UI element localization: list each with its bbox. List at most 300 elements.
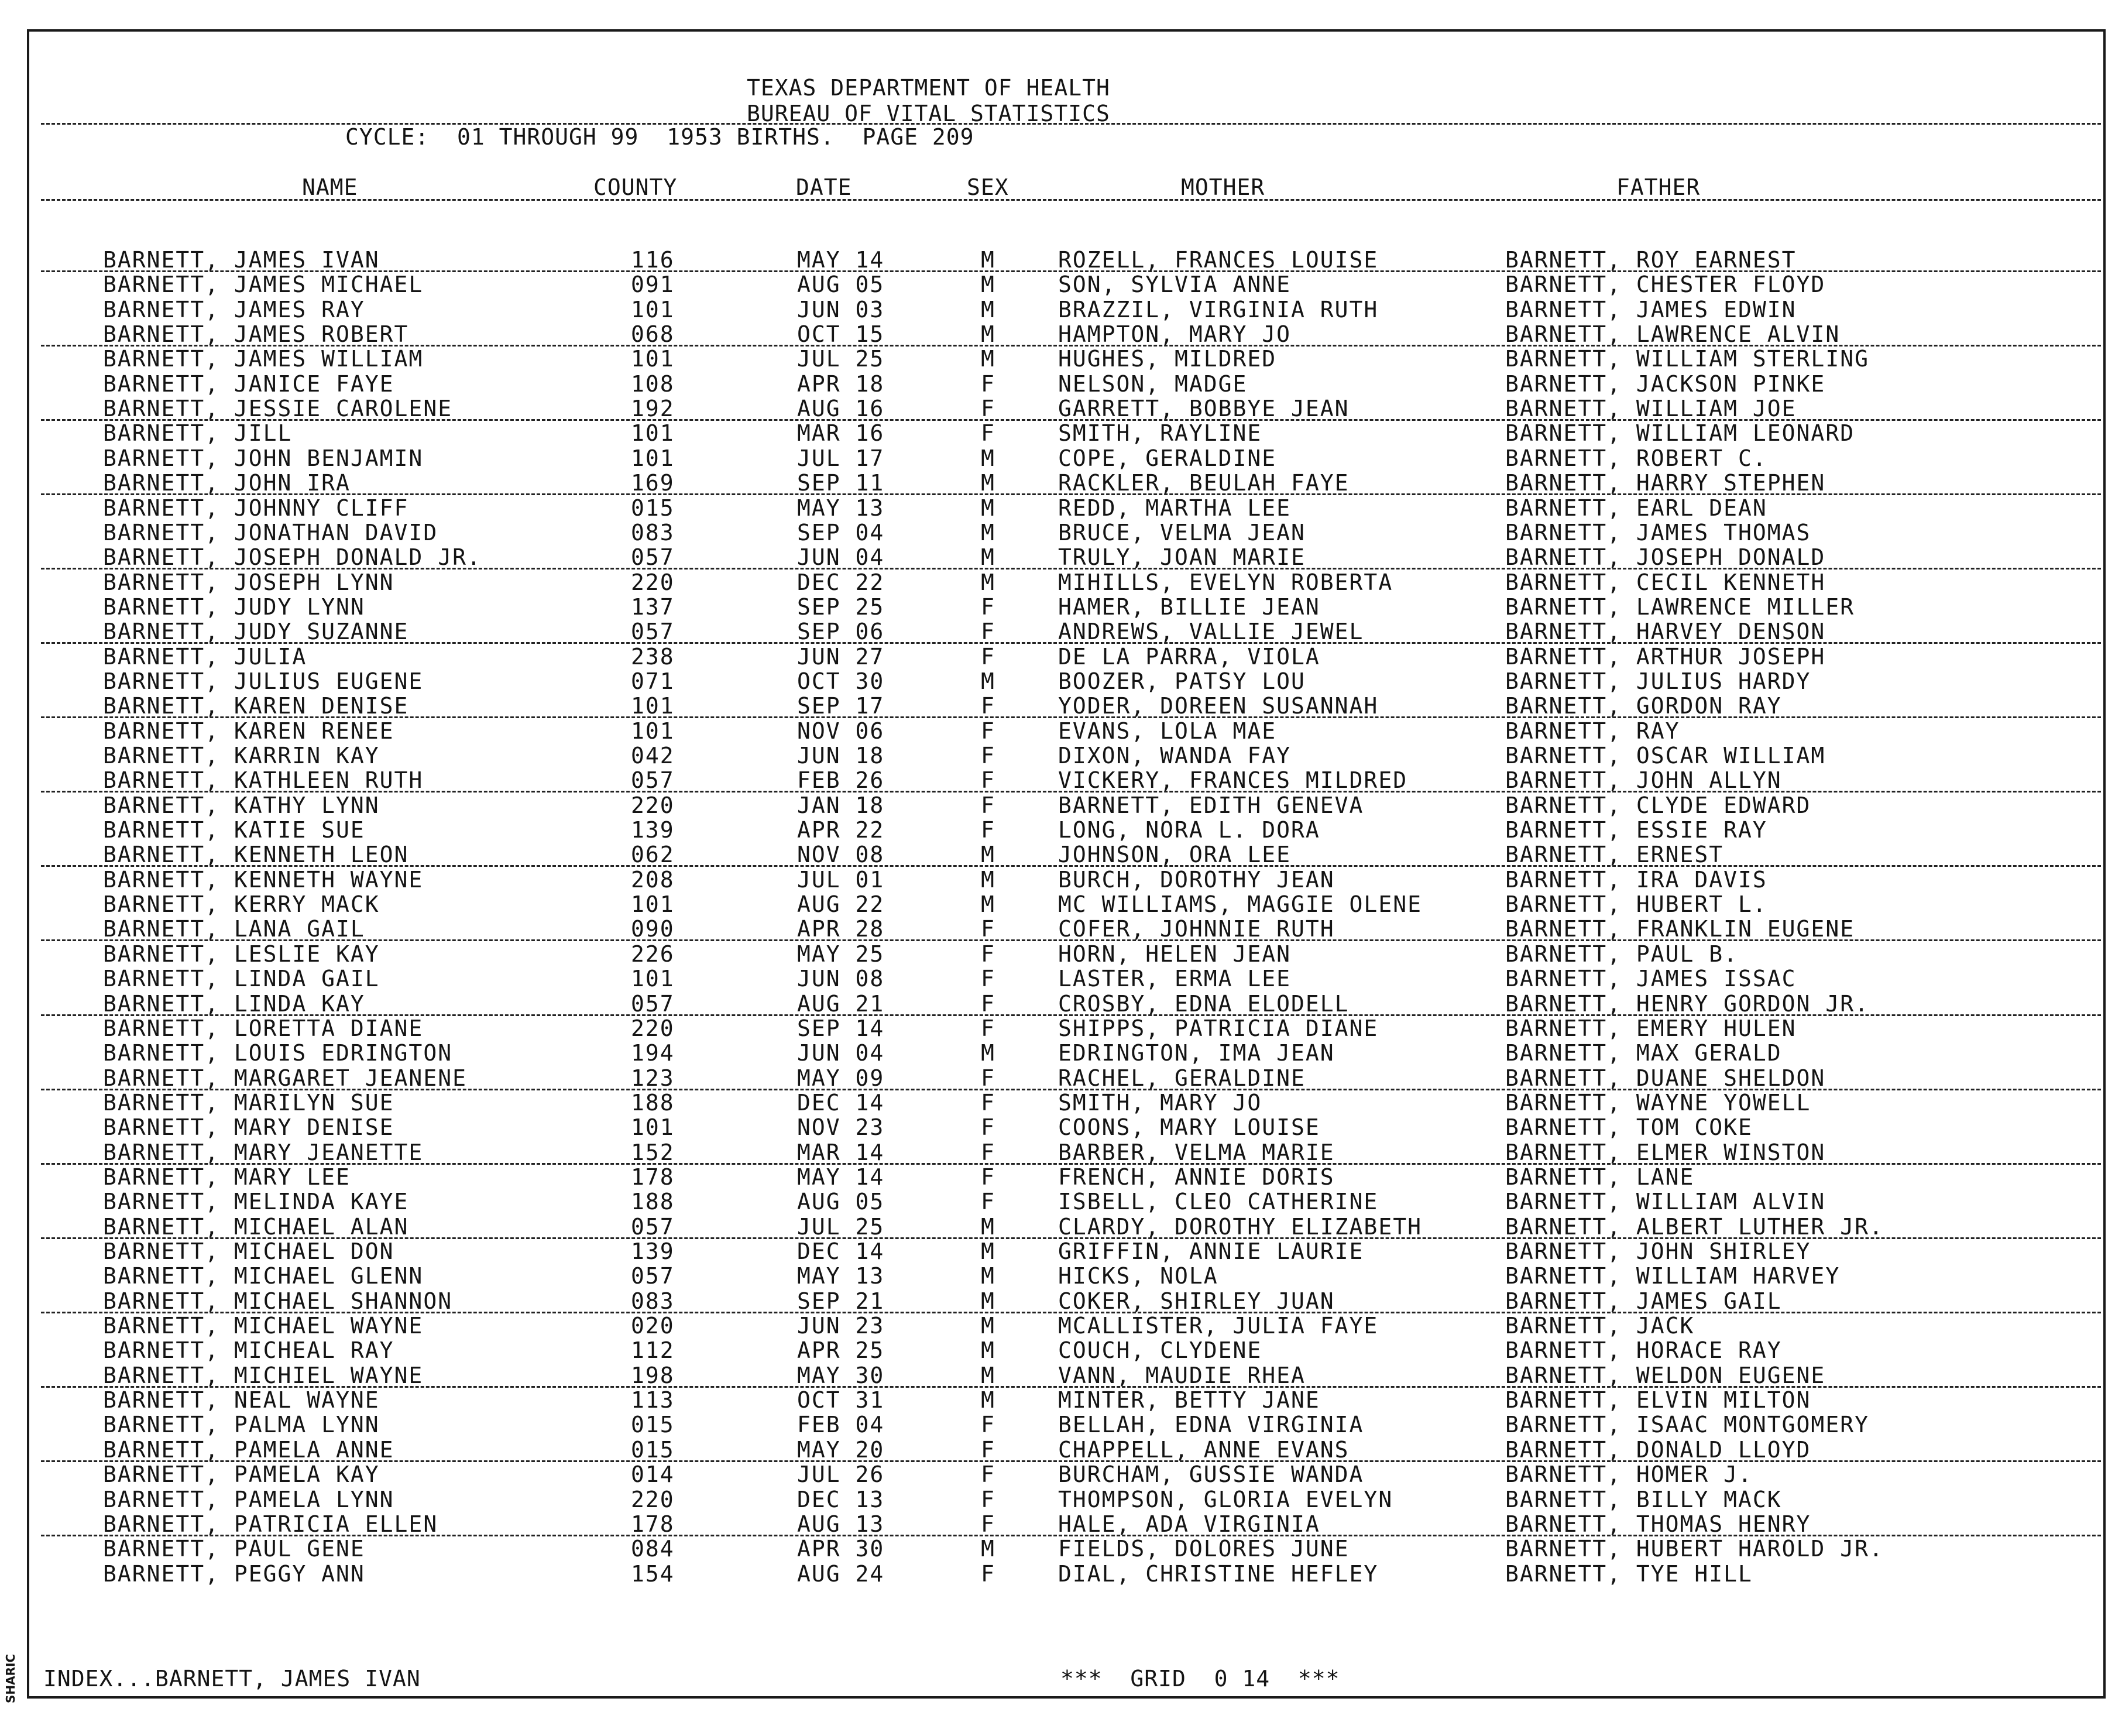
record-sex: F [981,1437,995,1463]
record-county: 090 [631,916,675,942]
record-father: BARNETT, WILLIAM LEONARD [1505,420,1855,446]
record-sex: F [981,817,995,843]
col-header-father: FATHER [1616,174,1701,200]
record-father: BARNETT, JOHN SHIRLEY [1505,1238,1811,1264]
record-father: BARNETT, ELMER WINSTON [1505,1140,1826,1165]
record-county: 123 [631,1065,675,1091]
record-sex: F [981,1511,995,1537]
record-father: BARNETT, PAUL B. [1505,941,1739,967]
record-date: MAY 09 [797,1065,885,1091]
record-date: JUL 25 [797,1214,885,1240]
record-sex: F [981,966,995,991]
record-county: 188 [631,1189,675,1214]
record-mother: YODER, DOREEN SUSANNAH [1058,693,1379,719]
record-county: 084 [631,1536,675,1562]
record-name: BARNETT, PATRICIA ELLEN [103,1511,438,1537]
grid-footer: *** GRID 0 14 *** [1060,1666,1340,1692]
record-father: BARNETT, HARRY STEPHEN [1505,470,1826,496]
record-date: OCT 15 [797,321,885,347]
record-county: 220 [631,569,675,595]
record-father: BARNETT, CECIL KENNETH [1505,569,1826,595]
record-father: BARNETT, WILLIAM STERLING [1505,346,1869,372]
col-header-name: NAME [302,174,358,200]
record-date: APR 22 [797,817,885,843]
record-date: JUN 23 [797,1313,885,1339]
record-name: BARNETT, JOHN BENJAMIN [103,445,424,471]
record-father: BARNETT, JULIUS HARDY [1505,668,1811,694]
record-sex: M [981,867,995,893]
record-sex: F [981,1164,995,1190]
record-name: BARNETT, LINDA KAY [103,991,365,1017]
record-county: 220 [631,1015,675,1041]
record-sex: M [981,321,995,347]
record-sex: F [981,743,995,768]
record-father: BARNETT, CLYDE EDWARD [1505,792,1811,818]
record-father: BARNETT, EARL DEAN [1505,495,1767,521]
record-mother: TRULY, JOAN MARIE [1058,544,1306,570]
record-father: BARNETT, CHESTER FLOYD [1505,272,1826,297]
record-mother: LONG, NORA L. DORA [1058,817,1320,843]
record-county: 198 [631,1363,675,1388]
record-father: BARNETT, ALBERT LUTHER JR. [1505,1214,1884,1240]
record-sex: F [981,718,995,744]
record-mother: BRAZZIL, VIRGINIA RUTH [1058,297,1379,323]
record-date: MAR 14 [797,1140,885,1165]
record-county: 071 [631,668,675,694]
record-mother: FIELDS, DOLORES JUNE [1058,1536,1350,1562]
record-father: BARNETT, JAMES GAIL [1505,1288,1782,1314]
record-county: 101 [631,297,675,323]
record-date: JAN 18 [797,792,885,818]
record-sex: M [981,1536,995,1562]
record-sex: F [981,371,995,397]
record-name: BARNETT, JAMES ROBERT [103,321,409,347]
record-county: 083 [631,1288,675,1314]
record-county: 057 [631,1214,675,1240]
record-sex: M [981,668,995,694]
record-date: AUG 24 [797,1561,885,1587]
record-county: 108 [631,371,675,397]
record-sex: M [981,544,995,570]
record-father: BARNETT, HOMER J. [1505,1461,1753,1487]
record-date: JUN 27 [797,644,885,670]
record-father: BARNETT, DONALD LLOYD [1505,1437,1811,1463]
record-county: 042 [631,743,675,768]
record-sex: M [981,891,995,917]
record-sex: F [981,1461,995,1487]
record-father: BARNETT, BILLY MACK [1505,1487,1782,1512]
record-father: BARNETT, ROBERT C. [1505,445,1767,471]
record-date: JUL 01 [797,867,885,893]
record-name: BARNETT, KENNETH WAYNE [103,867,424,893]
record-date: DEC 14 [797,1238,885,1264]
record-date: SEP 17 [797,693,885,719]
record-date: SEP 11 [797,470,885,496]
record-mother: ANDREWS, VALLIE JEWEL [1058,619,1364,644]
record-sex: M [981,445,995,471]
record-county: 057 [631,1263,675,1289]
record-county: 188 [631,1090,675,1116]
record-father: BARNETT, JAMES ISSAC [1505,966,1797,991]
record-mother: THOMPSON, GLORIA EVELYN [1058,1487,1393,1512]
record-date: JUL 26 [797,1461,885,1487]
record-father: BARNETT, JACKSON PINKE [1505,371,1826,397]
record-date: APR 18 [797,371,885,397]
record-father: BARNETT, JOHN ALLYN [1505,767,1782,793]
record-county: 057 [631,544,675,570]
record-sex: F [981,1561,995,1587]
record-mother: SMITH, MARY JO [1058,1090,1262,1116]
record-date: DEC 22 [797,569,885,595]
record-sex: M [981,495,995,521]
record-name: BARNETT, MARY DENISE [103,1114,394,1140]
record-date: NOV 06 [797,718,885,744]
record-date: MAY 14 [797,247,885,273]
record-county: 139 [631,817,675,843]
record-county: 014 [631,1461,675,1487]
record-name: BARNETT, KERRY MACK [103,891,380,917]
record-father: BARNETT, JAMES EDWIN [1505,297,1797,323]
record-sex: M [981,346,995,372]
record-name: BARNETT, MICHAEL GLENN [103,1263,424,1289]
record-date: JUL 17 [797,445,885,471]
record-mother: NELSON, MADGE [1058,371,1248,397]
record-father: BARNETT, ARTHUR JOSEPH [1505,644,1826,670]
record-father: BARNETT, ELVIN MILTON [1505,1387,1811,1413]
record-father: BARNETT, HENRY GORDON JR. [1505,991,1869,1017]
record-name: BARNETT, JOHNNY CLIFF [103,495,409,521]
record-mother: MCALLISTER, JULIA FAYE [1058,1313,1379,1339]
record-mother: CHAPPELL, ANNE EVANS [1058,1437,1350,1463]
record-date: JUN 03 [797,297,885,323]
record-mother: DIXON, WANDA FAY [1058,743,1292,768]
record-sex: M [981,1263,995,1289]
record-date: NOV 23 [797,1114,885,1140]
record-mother: FRENCH, ANNIE DORIS [1058,1164,1335,1190]
record-county: 101 [631,891,675,917]
record-county: 101 [631,1114,675,1140]
record-mother: HORN, HELEN JEAN [1058,941,1292,967]
record-sex: M [981,1214,995,1240]
record-sex: M [981,842,995,867]
record-mother: COONS, MARY LOUISE [1058,1114,1320,1140]
record-date: APR 30 [797,1536,885,1562]
record-name: BARNETT, MICHAEL ALAN [103,1214,409,1240]
record-name: BARNETT, KAREN DENISE [103,693,409,719]
record-name: BARNETT, JOSEPH DONALD JR. [103,544,482,570]
record-county: 101 [631,346,675,372]
record-father: BARNETT, GORDON RAY [1505,693,1782,719]
record-sex: M [981,1238,995,1264]
record-father: BARNETT, EMERY HULEN [1505,1015,1797,1041]
record-mother: HAMER, BILLIE JEAN [1058,594,1320,620]
record-date: OCT 30 [797,668,885,694]
record-sex: M [981,272,995,297]
record-county: 154 [631,1561,675,1587]
record-sex: F [981,420,995,446]
record-mother: RACKLER, BEULAH FAYE [1058,470,1350,496]
record-date: AUG 13 [797,1511,885,1537]
record-county: 226 [631,941,675,967]
record-name: BARNETT, JULIUS EUGENE [103,668,424,694]
record-county: 169 [631,470,675,496]
record-name: BARNETT, LORETTA DIANE [103,1015,424,1041]
record-name: BARNETT, KATHY LYNN [103,792,380,818]
record-county: 194 [631,1040,675,1066]
record-date: MAY 14 [797,1164,885,1190]
record-county: 192 [631,396,675,421]
record-sex: M [981,470,995,496]
record-mother: EDRINGTON, IMA JEAN [1058,1040,1335,1066]
record-date: MAY 25 [797,941,885,967]
record-name: BARNETT, MICHAEL DON [103,1238,394,1264]
record-name: BARNETT, JANICE FAYE [103,371,394,397]
record-sex: F [981,941,995,967]
record-date: FEB 04 [797,1412,885,1437]
record-father: BARNETT, RAY [1505,718,1680,744]
record-name: BARNETT, PAMELA LYNN [103,1487,394,1512]
record-father: BARNETT, LANE [1505,1164,1695,1190]
record-name: BARNETT, MICHIEL WAYNE [103,1363,424,1388]
record-sex: F [981,619,995,644]
record-name: BARNETT, NEAL WAYNE [103,1387,380,1413]
record-date: APR 28 [797,916,885,942]
record-county: 208 [631,867,675,893]
record-mother: MC WILLIAMS, MAGGIE OLENE [1058,891,1422,917]
record-county: 116 [631,247,675,273]
record-father: BARNETT, IRA DAVIS [1505,867,1767,893]
record-name: BARNETT, JAMES RAY [103,297,365,323]
record-name: BARNETT, KARRIN KAY [103,743,380,768]
record-mother: BURCHAM, GUSSIE WANDA [1058,1461,1364,1487]
record-date: AUG 16 [797,396,885,421]
record-name: BARNETT, MARGARET JEANENE [103,1065,467,1091]
record-mother: BARBER, VELMA MARIE [1058,1140,1335,1165]
record-mother: COPE, GERALDINE [1058,445,1277,471]
record-mother: BOOZER, PATSY LOU [1058,668,1306,694]
header-rule-2 [41,199,2101,201]
record-county: 101 [631,966,675,991]
record-date: NOV 08 [797,842,885,867]
record-sex: F [981,1487,995,1512]
record-mother: GARRETT, BOBBYE JEAN [1058,396,1350,421]
record-county: 139 [631,1238,675,1264]
record-sex: F [981,644,995,670]
record-mother: DE LA PARRA, VIOLA [1058,644,1320,670]
record-mother: BELLAH, EDNA VIRGINIA [1058,1412,1364,1437]
record-mother: COKER, SHIRLEY JUAN [1058,1288,1335,1314]
record-county: 083 [631,520,675,545]
record-mother: MINTER, BETTY JANE [1058,1387,1320,1413]
record-date: JUN 04 [797,544,885,570]
record-county: 238 [631,644,675,670]
record-father: BARNETT, ERNEST [1505,842,1724,867]
col-header-county: COUNTY [593,174,678,200]
col-header-mother: MOTHER [1181,174,1265,200]
record-mother: CLARDY, DOROTHY ELIZABETH [1058,1214,1422,1240]
record-date: JUN 08 [797,966,885,991]
record-name: BARNETT, LOUIS EDRINGTON [103,1040,453,1066]
record-name: BARNETT, PAUL GENE [103,1536,365,1562]
record-father: BARNETT, WILLIAM JOE [1505,396,1797,421]
record-date: MAY 30 [797,1363,885,1388]
record-sex: F [981,693,995,719]
record-name: BARNETT, PALMA LYNN [103,1412,380,1437]
record-date: JUN 18 [797,743,885,768]
record-date: SEP 21 [797,1288,885,1314]
record-father: BARNETT, JOSEPH DONALD [1505,544,1826,570]
record-name: BARNETT, JOHN IRA [103,470,351,496]
record-mother: COFER, JOHNNIE RUTH [1058,916,1335,942]
record-county: 057 [631,991,675,1017]
bureau-title: BUREAU OF VITAL STATISTICS [747,101,1110,126]
record-date: AUG 21 [797,991,885,1017]
record-father: BARNETT, ROY EARNEST [1505,247,1797,273]
record-date: FEB 26 [797,767,885,793]
record-date: DEC 13 [797,1487,885,1512]
record-mother: HAMPTON, MARY JO [1058,321,1292,347]
record-county: 057 [631,619,675,644]
col-header-date: DATE [796,174,852,200]
cycle-line: CYCLE: 01 THROUGH 99 1953 BIRTHS. PAGE 209 [345,124,974,150]
record-sex: F [981,1189,995,1214]
record-name: BARNETT, LINDA GAIL [103,966,380,991]
side-label: SHARIC [4,1653,18,1703]
record-mother: ROZELL, FRANCES LOUISE [1058,247,1379,273]
record-name: BARNETT, MICHAEL WAYNE [103,1313,424,1339]
record-mother: JOHNSON, ORA LEE [1058,842,1292,867]
record-county: 015 [631,1437,675,1463]
record-name: BARNETT, MICHEAL RAY [103,1337,394,1363]
record-name: BARNETT, JONATHAN DAVID [103,520,438,545]
record-father: BARNETT, JACK [1505,1313,1695,1339]
record-sex: M [981,1363,995,1388]
record-mother: HUGHES, MILDRED [1058,346,1277,372]
record-date: SEP 14 [797,1015,885,1041]
record-father: BARNETT, TOM COKE [1505,1114,1753,1140]
record-father: BARNETT, WILLIAM HARVEY [1505,1263,1841,1289]
record-county: 152 [631,1140,675,1165]
record-mother: SON, SYLVIA ANNE [1058,272,1292,297]
record-name: BARNETT, JUDY SUZANNE [103,619,409,644]
record-date: OCT 31 [797,1387,885,1413]
record-father: BARNETT, HORACE RAY [1505,1337,1782,1363]
record-mother: HALE, ADA VIRGINIA [1058,1511,1320,1537]
record-name: BARNETT, MARY LEE [103,1164,351,1190]
record-county: 101 [631,445,675,471]
record-mother: DIAL, CHRISTINE HEFLEY [1058,1561,1379,1587]
record-father: BARNETT, LAWRENCE ALVIN [1505,321,1841,347]
record-name: BARNETT, LANA GAIL [103,916,365,942]
record-father: BARNETT, TYE HILL [1505,1561,1753,1587]
record-name: BARNETT, JESSIE CAROLENE [103,396,453,421]
record-date: AUG 05 [797,272,885,297]
record-sex: M [981,297,995,323]
record-date: DEC 14 [797,1090,885,1116]
record-name: BARNETT, LESLIE KAY [103,941,380,967]
record-father: BARNETT, HUBERT L. [1505,891,1767,917]
record-mother: VICKERY, FRANCES MILDRED [1058,767,1408,793]
record-name: BARNETT, KATHLEEN RUTH [103,767,424,793]
record-mother: CROSBY, EDNA ELODELL [1058,991,1350,1017]
record-name: BARNETT, MARY JEANETTE [103,1140,424,1165]
record-mother: SHIPPS, PATRICIA DIANE [1058,1015,1379,1041]
col-header-sex: SEX [967,174,1009,200]
record-father: BARNETT, ESSIE RAY [1505,817,1767,843]
record-father: BARNETT, JAMES THOMAS [1505,520,1811,545]
record-father: BARNETT, THOMAS HENRY [1505,1511,1811,1537]
record-sex: M [981,1313,995,1339]
record-mother: EVANS, LOLA MAE [1058,718,1277,744]
record-name: BARNETT, JAMES WILLIAM [103,346,424,372]
record-sex: M [981,247,995,273]
record-date: AUG 22 [797,891,885,917]
record-mother: RACHEL, GERALDINE [1058,1065,1306,1091]
record-county: 057 [631,767,675,793]
record-county: 220 [631,1487,675,1512]
record-county: 101 [631,420,675,446]
record-father: BARNETT, ISAAC MONTGOMERY [1505,1412,1869,1437]
record-name: BARNETT, KAREN RENEE [103,718,394,744]
agency-title: TEXAS DEPARTMENT OF HEALTH [747,75,1110,101]
record-county: 015 [631,495,675,521]
record-father: BARNETT, WAYNE YOWELL [1505,1090,1811,1116]
record-mother: BRUCE, VELMA JEAN [1058,520,1306,545]
record-mother: LASTER, ERMA LEE [1058,966,1292,991]
record-sex: M [981,1387,995,1413]
record-name: BARNETT, MELINDA KAYE [103,1189,409,1214]
record-date: MAY 13 [797,1263,885,1289]
record-sex: F [981,1065,995,1091]
record-sex: F [981,1412,995,1437]
record-name: BARNETT, MICHAEL SHANNON [103,1288,453,1314]
record-date: MAR 16 [797,420,885,446]
record-father: BARNETT, OSCAR WILLIAM [1505,743,1826,768]
record-name: BARNETT, JULIA [103,644,307,670]
record-county: 113 [631,1387,675,1413]
record-mother: BARNETT, EDITH GENEVA [1058,792,1364,818]
record-date: SEP 04 [797,520,885,545]
record-name: BARNETT, KATIE SUE [103,817,365,843]
record-date: MAY 20 [797,1437,885,1463]
record-sex: F [981,1015,995,1041]
record-sex: F [981,792,995,818]
record-father: BARNETT, MAX GERALD [1505,1040,1782,1066]
record-county: 112 [631,1337,675,1363]
record-name: BARNETT, PAMELA ANNE [103,1437,394,1463]
record-sex: F [981,1090,995,1116]
record-county: 062 [631,842,675,867]
record-name: BARNETT, JILL [103,420,293,446]
record-date: SEP 06 [797,619,885,644]
record-county: 101 [631,693,675,719]
record-mother: BURCH, DOROTHY JEAN [1058,867,1335,893]
record-county: 015 [631,1412,675,1437]
record-county: 178 [631,1511,675,1537]
record-father: BARNETT, DUANE SHELDON [1505,1065,1826,1091]
record-name: BARNETT, JAMES IVAN [103,247,380,273]
record-sex: F [981,1114,995,1140]
record-mother: MIHILLS, EVELYN ROBERTA [1058,569,1393,595]
record-sex: F [981,1140,995,1165]
record-sex: F [981,916,995,942]
record-date: JUN 04 [797,1040,885,1066]
record-sex: F [981,767,995,793]
record-mother: HICKS, NOLA [1058,1263,1218,1289]
record-name: BARNETT, PEGGY ANN [103,1561,365,1587]
record-date: JUL 25 [797,346,885,372]
record-date: APR 25 [797,1337,885,1363]
